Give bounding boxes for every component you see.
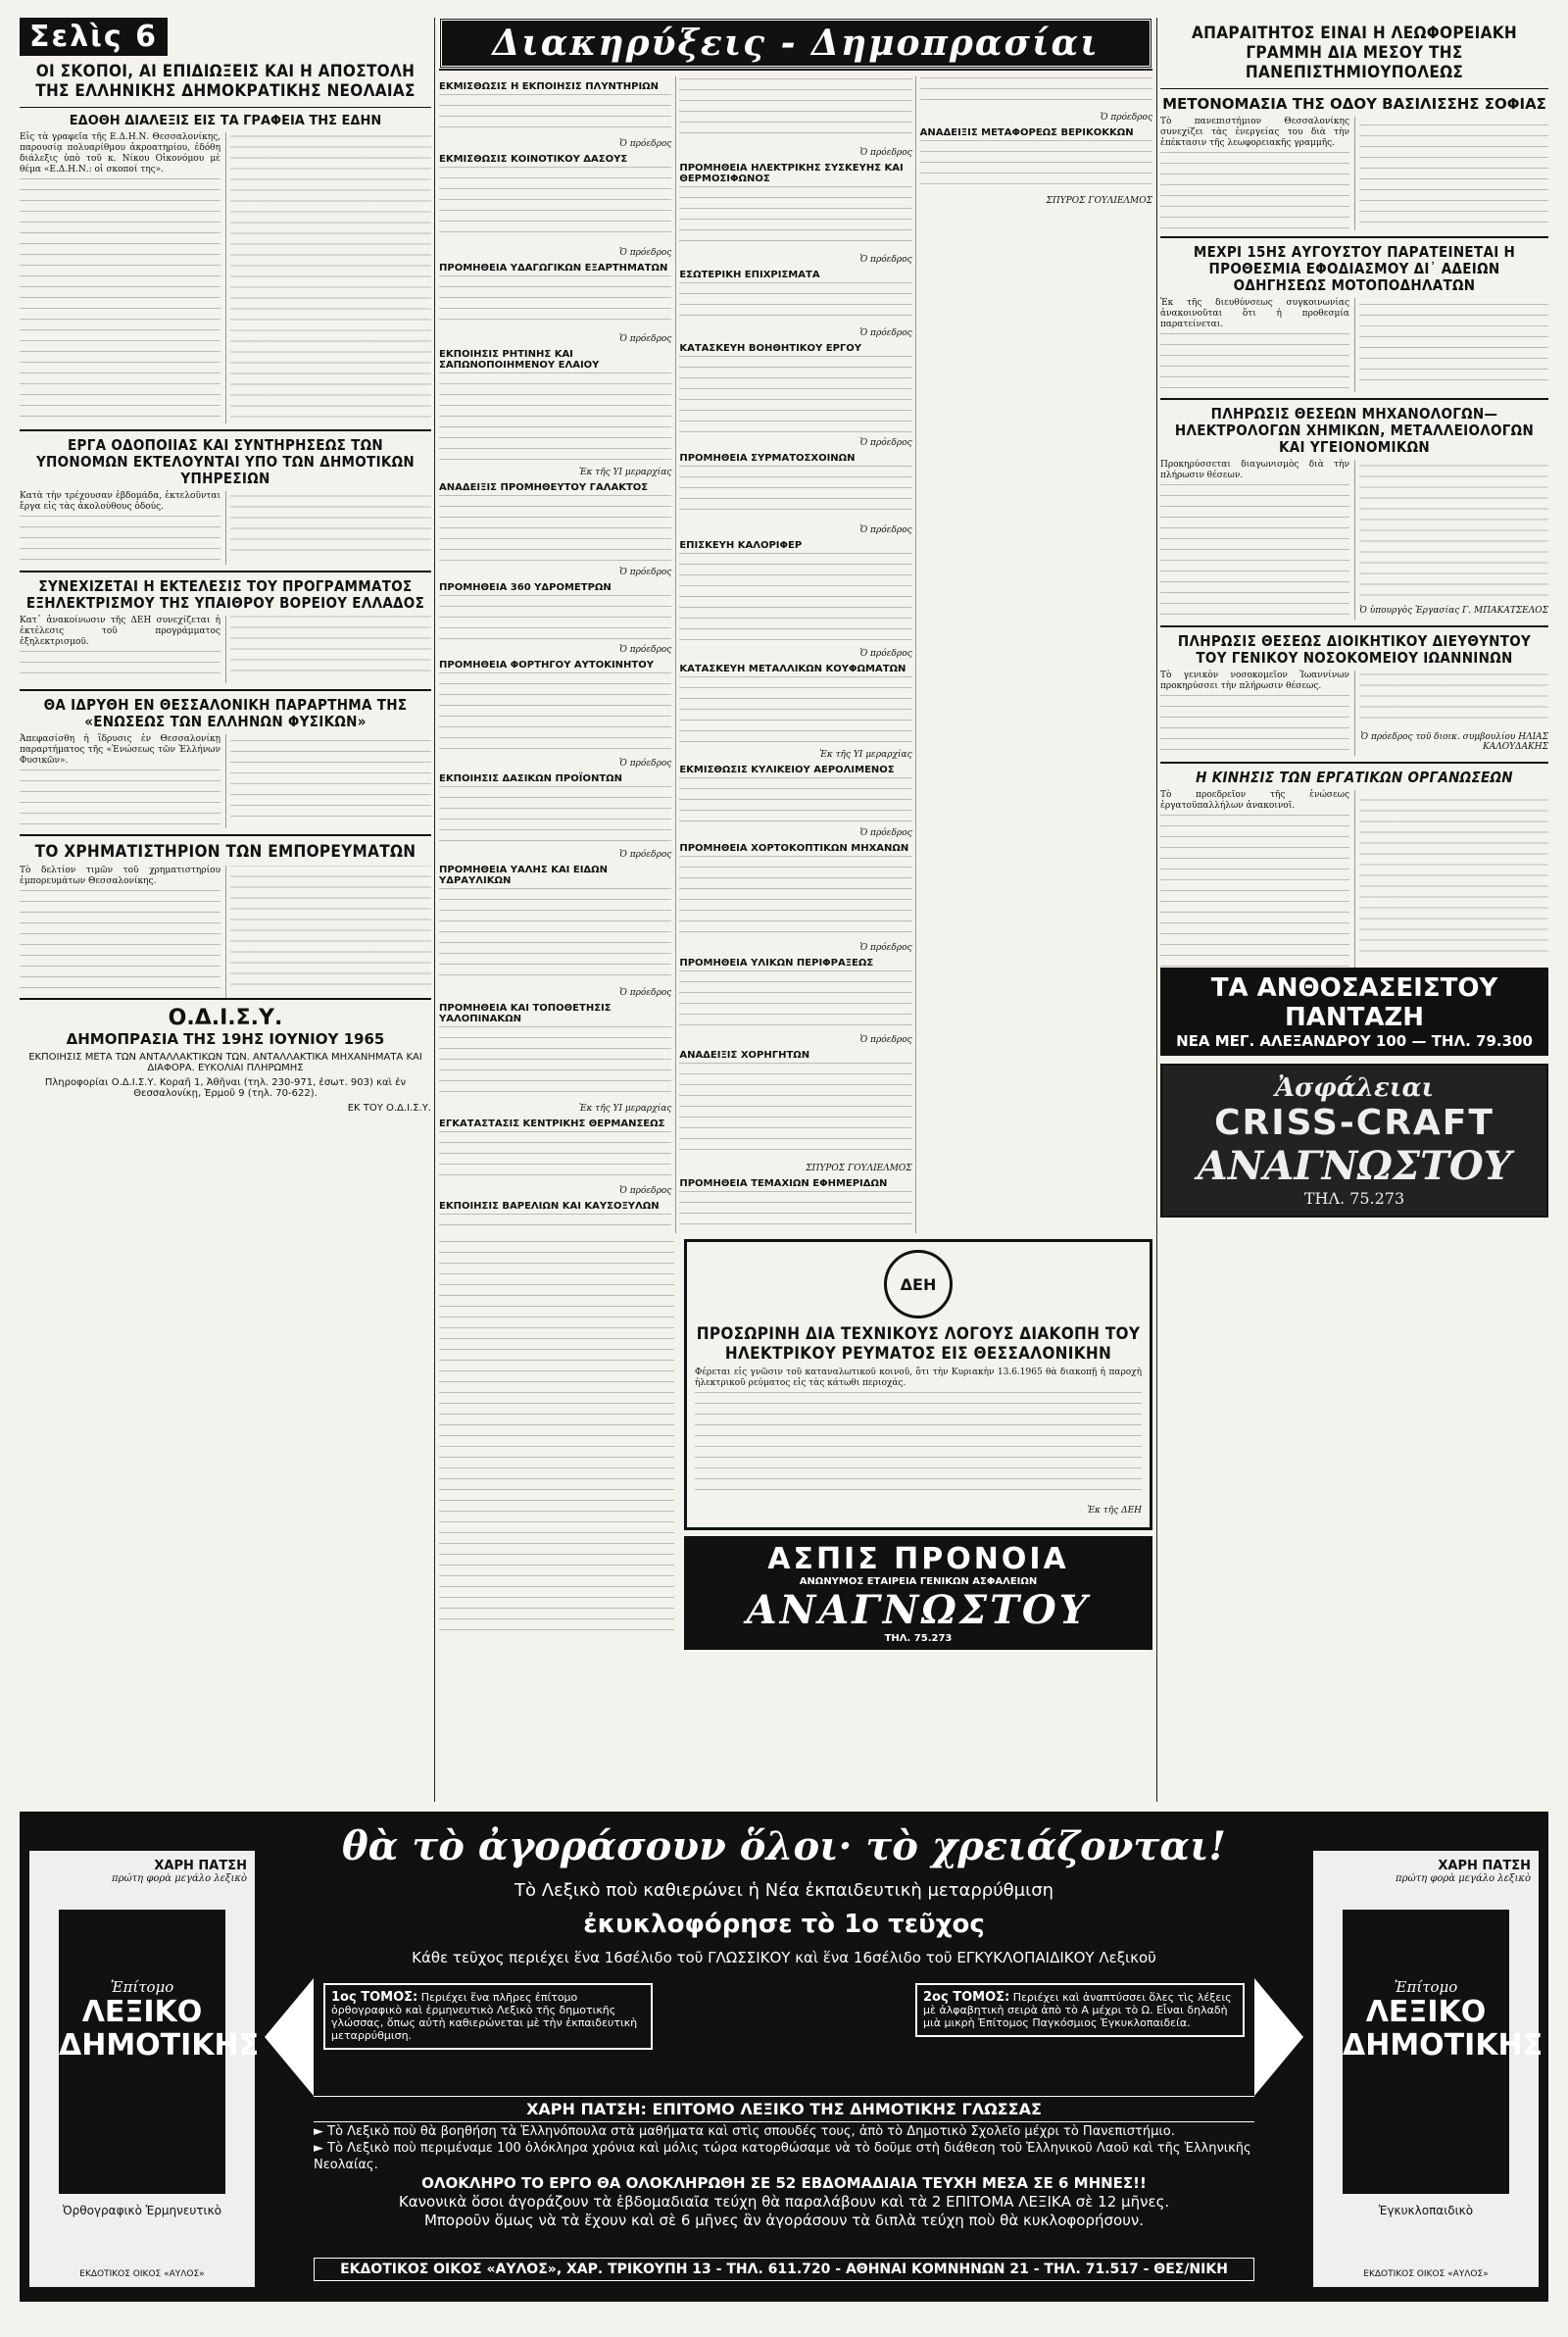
deh-notice: [684, 1239, 1152, 1530]
newspaper-page: [20, 18, 1548, 2302]
notice: [679, 270, 911, 338]
body-text-block: [439, 786, 671, 844]
body-text-block: [679, 856, 911, 937]
tome-2-heading: 2ος ΤΟΜΟΣ:: [923, 1990, 1010, 2005]
center-column: [439, 18, 1152, 1650]
notice-signature: Ὁ πρόεδρος: [859, 943, 912, 953]
ad-bullet: ► Τὸ Λεξικὸ ποὺ περιμέναμε 100 ὁλόκληρα χρόνια καὶ μόλις τώρα κατορθώσαμε νὰ τὸ δοῦμε στὴ διάθεση τοῦ Ἑλληνικοῦ Λαοῦ καὶ τῆς Ἑλληνικῆς Νεολαίας.: [314, 2141, 1251, 2172]
notice-signature: Ὁ πρόεδρος: [619, 568, 672, 577]
book-edition: Ἐπίτομο: [1394, 1978, 1458, 1996]
body-text-block: [439, 94, 671, 133]
criss-phone: ΤΗΛ. 75.273: [1303, 1188, 1405, 1208]
criss-agent: ΑΝΑΓΝΩΣΤΟΥ: [1197, 1142, 1512, 1189]
article-paragraph: Τὸ προεδρεῖον τῆς ἑνώσεως ἐργατοϋπαλλήλων ἀνακοινοῖ.: [1160, 790, 1349, 811]
notice: [439, 263, 671, 344]
article-body: [20, 734, 431, 828]
article-headline: ΜΕΧΡΙ 15ΗΣ ΑΥΓΟΥΣΤΟΥ ΠΑΡΑΤΕΙΝΕΤΑΙ Η ΠΡΟΘΕΣΜΙΑ ΕΦΟΔΙΑΣΜΟΥ ΔΙ᾽ ΑΔΕΙΩΝ ΟΔΗΓΗΣΕΩΣ ΜΟΤΟΠΟΔΗΛΑΤΩΝ: [1193, 243, 1516, 294]
notice-signature: Ὁ πρόεδρος: [859, 525, 912, 535]
divider: [1160, 762, 1548, 764]
criss-insurance: Ἀσφάλειαι: [1274, 1072, 1435, 1103]
notice-signature: Ἐκ τῆς ΥΙ μεραρχίας: [578, 1104, 672, 1114]
body-text-block: [20, 132, 431, 423]
notice: [679, 958, 911, 1045]
right-column: [1160, 18, 1548, 1218]
divider: [20, 107, 431, 108]
tome-1-heading: 1ος ΤΟΜΟΣ:: [331, 1990, 418, 2005]
ad-promo-2: Κανονικὰ ὅσοι ἀγοράζουν τὰ ἑβδομαδιαῖα τεύχη θὰ παραλάβουν καὶ τὰ 2 ΕΠΙΤΟΜΑ ΛΕΞΙΚΑ σὲ 12 μῆνες.: [398, 2193, 1170, 2211]
notice-heading: ΕΓΚΑΤΑΣΤΑΣΙΣ ΚΕΝΤΡΙΚΗΣ ΘΕΡΜΑΝΣΕΩΣ: [439, 1119, 665, 1129]
notice-signature: Ὁ πρόεδρος: [619, 248, 672, 258]
odisy-subtitle: ΔΗΜΟΠΡΑΣΙΑ ΤΗΣ 19ΗΣ ΙΟΥΝΙΟΥ 1965: [66, 1030, 385, 1048]
tome-2-box: [915, 1983, 1245, 2037]
article-paragraph: Κατ᾽ ἀνακοίνωσιν τῆς ΔΕΗ συνεχίζεται ἡ ἐκτέλεσις τοῦ προγράμματος ἐξηλεκτρισμοῦ.: [20, 616, 220, 647]
notice: [439, 482, 671, 577]
body-text-block: [679, 282, 911, 323]
notice-heading: ΑΝΑΔΕΙΞΙΣ ΧΟΡΗΓΗΤΩΝ: [679, 1050, 810, 1061]
article-paragraph: Ἀπεφασίσθη ἡ ἵδρυσις ἐν Θεσσαλονίκῃ παραρτήματος τῆς «Ἑνώσεως τῶν Ἑλλήνων Φυσικῶν».: [20, 733, 220, 766]
notice-heading: ΕΚΜΙΣΘΩΣΙΣ ΚΥΛΙΚΕΙΟΥ ΑΕΡΟΛΙΜΕΝΟΣ: [679, 765, 895, 775]
odisy-title: Ο.Δ.Ι.Σ.Υ.: [168, 1006, 283, 1030]
notice: [439, 660, 671, 769]
notice: [439, 154, 671, 258]
arrow-left-icon: [265, 1978, 314, 2096]
arrow-right-icon: [1254, 1978, 1303, 2096]
column-divider: [1156, 18, 1157, 1802]
article-paragraph: Τὸ πανεπιστήμιον Θεσσαλονίκης συνεχίζει τὰς ἐνεργείας του διὰ τὴν ἐπέκτασιν τῆς λεωφορειακῆς γραμμῆς.: [1160, 117, 1349, 148]
notice-heading: ΕΚΠΟΙΗΣΙΣ ΔΑΣΙΚΩΝ ΠΡΟΪΟΝΤΩΝ: [439, 773, 623, 784]
ad-promo: [314, 2174, 1254, 2230]
notice-heading: ΠΡΟΜΗΘΕΙΑ ΧΟΡΤΟΚΟΠΤΙΚΩΝ ΜΗΧΑΝΩΝ: [679, 843, 909, 854]
body-text-block: [439, 672, 671, 753]
body-text-block: [439, 595, 671, 639]
notice-signature: Ὁ πρόεδρος: [859, 649, 912, 659]
divider: [1160, 398, 1548, 400]
book-publisher: ΕΚΔΟΤΙΚΟΣ ΟΙΚΟΣ «ΑΥΛΟΣ»: [1363, 2269, 1489, 2279]
article-body: [1160, 117, 1548, 230]
notice: [679, 1050, 911, 1173]
aspis-phone: ΤΗΛ. 75.273: [884, 1633, 953, 1644]
notice-heading: ΕΚΠΟΙΗΣΙΣ ΡΗΤΙΝΗΣ ΚΑΙ ΣΑΠΩΝΟΠΟΙΗΜΕΝΟΥ ΕΛΑΙΟΥ: [439, 349, 600, 371]
article-body: [1160, 298, 1548, 392]
notice: [920, 127, 1152, 206]
book-author: ΧΑΡΗ ΠΑΤΣΗ πρώτη φορὰ μεγάλο λεξικὸ: [112, 1859, 247, 1884]
book-left: [29, 1851, 260, 2287]
article-paragraph: Ἐκ τῆς διευθύνσεως συγκοινωνίας ἀνακοινοῦται ὅτι ἡ προθεσμία παρατείνεται.: [1160, 298, 1349, 329]
section-banner: Διακηρύξεις - Δημοπρασίαι: [439, 18, 1152, 69]
body-text-block: [439, 1131, 671, 1180]
odisy-notice: [20, 998, 431, 1114]
notice: [679, 664, 911, 760]
pantazi-name: ΤΑ ΑΝΘΟΣΑΣΕΙΣΤΟΥ ΠΑΝΤΑΖΗ: [1210, 972, 1498, 1032]
aspis-company: ΑΝΩΝΥΜΟΣ ΕΤΑΙΡΕΙΑ ΓΕΝΙΚΩΝ ΑΣΦΑΛΕΙΩΝ: [799, 1576, 1038, 1587]
notice: [679, 163, 911, 265]
notice-signature: Ὁ πρόεδρος: [619, 334, 672, 344]
signature: Ὁ πρόεδρος τοῦ διοικ. συμβουλίου ΗΛΙΑΣ ΚΑΛΟΥΔΑΚΗΣ: [1360, 732, 1548, 752]
notice-signature: Ὁ πρόεδρος: [619, 850, 672, 860]
body-text-block: [679, 553, 911, 643]
article-headline: ΠΛΗΡΩΣΙΣ ΘΕΣΕΩΝ ΜΗΧΑΝΟΛΟΓΩΝ—ΗΛΕΚΤΡΟΛΟΓΩΝ ΧΗΜΙΚΩΝ, ΜΕΤΑΛΛΕΙΟΛΟΓΩΝ ΚΑΙ ΥΓΕΙΟΝΟΜΙΚΩΝ: [1174, 405, 1535, 456]
article-paragraph: Προκηρύσσεται διαγωνισμὸς διὰ τὴν πλήρωσιν θέσεων.: [1160, 460, 1349, 480]
book-description: Ἐγκυκλοπαιδικὸ: [1378, 2204, 1474, 2217]
notice: [679, 540, 911, 659]
body-text-block: [679, 970, 911, 1029]
ad-line-2: ἐκυκλοφόρησε τὸ 1ο τεῦχος: [583, 1910, 985, 1939]
notice-signature: Ὁ πρόεδρος: [619, 988, 672, 998]
ad-title: θὰ τὸ ἀγοράσουν ὅλοι· τὸ χρειάζονται!: [342, 1823, 1226, 1869]
notice-signature: Ὁ πρόεδρος: [619, 759, 672, 769]
notice-signature: Ὁ πρόεδρος: [619, 139, 672, 149]
divider: [20, 689, 431, 691]
notice: [439, 81, 671, 149]
book-edition: Ἐπίτομο: [110, 1978, 174, 1996]
article-headline: ΤΟ ΧΡΗΜΑΤΙΣΤΗΡΙΟΝ ΤΩΝ ΕΜΠΟΡΕΥΜΑΤΩΝ: [34, 841, 416, 862]
divider: [20, 429, 431, 431]
signature: Ὁ ὑπουργὸς Ἐργασίας Γ. ΜΠΑΚΑΤΣΕΛΟΣ: [1359, 605, 1548, 616]
tome-1-text: Περιέχει ἕνα πλῆρες ἐπίτομο ὀρθογραφικὸ καὶ ἑρμηνευτικὸ Λεξικὸ τῆς δημοτικῆς γλώσσας, ὅπως αὐτὴ καθιερώνεται μὲ τὴν ἐκπαιδευτικὴ μεταρρύθμιση.: [331, 1991, 638, 2042]
book-right: [1313, 1851, 1544, 2287]
aspis-pronoia-ad: [684, 1536, 1152, 1650]
book-description: Ὀρθογραφικὸ Ἑρμηνευτικὸ: [62, 2204, 221, 2217]
notice-signature: ΣΠΥΡΟΣ ΓΟΥΛΙΕΛΜΟΣ: [806, 1164, 912, 1173]
notice-heading: ΠΡΟΜΗΘΕΙΑ ΗΛΕΚΤΡΙΚΗΣ ΣΥΣΚΕΥΗΣ ΚΑΙ ΘΕΡΜΟΣΙΦΩΝΟΣ: [679, 163, 904, 184]
body-text-block: [1160, 790, 1548, 968]
column-divider: [434, 18, 435, 1802]
notice: [439, 1119, 671, 1196]
notice-heading: ΕΚΠΟΙΗΣΙΣ ΒΑΡΕΛΙΩΝ ΚΑΙ ΚΑΥΣΟΞΥΛΩΝ: [439, 1201, 660, 1212]
notice-signature: Ὁ πρόεδρος: [859, 148, 912, 158]
body-text-block: [679, 466, 911, 520]
left-column: [20, 18, 431, 1114]
notice-heading: ΚΑΤΑΣΚΕΥΗ ΜΕΤΑΛΛΙΚΩΝ ΚΟΥΦΩΜΑΤΩΝ: [679, 664, 906, 674]
ad-patsi-line: ΧΑΡΗ ΠΑΤΣΗ: ΕΠΙΤΟΜΟ ΛΕΞΙΚΟ ΤΗΣ ΔΗΜΟΤΙΚΗΣ ΓΛΩΣΣΑΣ: [314, 2096, 1254, 2122]
body-text-block: [439, 495, 671, 562]
body-text-block: [439, 888, 671, 982]
notice-heading: ΠΡΟΜΗΘΕΙΑ ΚΑΙ ΤΟΠΟΘΕΤΗΣΙΣ ΥΑΛΟΠΙΝΑΚΩΝ: [439, 1003, 612, 1024]
body-text-block: [679, 777, 911, 822]
article-headline: Η ΚΙΝΗΣΙΣ ΤΩΝ ΕΡΓΑΤΙΚΩΝ ΟΡΓΑΝΩΣΕΩΝ: [1196, 769, 1513, 786]
deh-text: Φέρεται εἰς γνῶσιν τοῦ καταναλωτικοῦ κοινοῦ, ὅτι τὴν Κυριακὴν 13.6.1965 θὰ διακοπῇ ἡ παροχὴ ἠλεκτρικοῦ ρεύματος εἰς τὰς κάτωθι περιοχάς.: [695, 1367, 1142, 1388]
odisy-text: ΕΚΠΟΙΗΣΙΣ ΜΕΤΑ ΤΩΝ ΑΝΤΑΛΛΑΚΤΙΚΩΝ ΤΩΝ. ΑΝΤΑΛΛΑΚΤΙΚΑ ΜΗΧΑΝΗΜΑΤΑ ΚΑΙ ΔΙΑΦΟΡΑ. ΕΥΚΟΛΙΑΙ ΠΛΗΡΩΜΗΣ: [28, 1052, 422, 1073]
ad-bullet: ► Τὸ Λεξικὸ ποὺ θὰ βοηθήση τὰ Ἑλληνόπουλα στὰ μαθήματα καὶ στὶς σπουδές τους, ἀπὸ τὸ Δημοτικὸ Σχολεῖο μέχρι τὸ Πανεπιστήμιο.: [314, 2124, 1175, 2139]
article-headline: ΑΠΑΡΑΙΤΗΤΟΣ ΕΙΝΑΙ Η ΛΕΩΦΟΡΕΙΑΚΗ ΓΡΑΜΜΗ ΔΙΑ ΜΕΣΟΥ ΤΗΣ ΠΑΝΕΠΙΣΤΗΜΙΟΥΠΟΛΕΩΣ: [1192, 24, 1517, 82]
notice: [439, 349, 671, 477]
dictionary-advertisement: [20, 1812, 1548, 2302]
body-text-block: [920, 140, 1152, 190]
aspis-name: ΑΣΠΙΣ ΠΡΟΝΟΙΑ: [767, 1542, 1069, 1576]
deh-title: ΠΡΟΣΩΡΙΝΗ ΔΙΑ ΤΕΧΝΙΚΟΥΣ ΛΟΓΟΥΣ ΔΙΑΚΟΠΗ ΤΟΥ ΗΛΕΚΤΡΙΚΟΥ ΡΕΥΜΑΤΟΣ ΕΙΣ ΘΕΣΣΑΛΟΝΙΚΗΝ: [696, 1324, 1141, 1364]
article-body: [20, 132, 431, 423]
notice: [679, 843, 911, 953]
notice-signature: Ἐκ τῆς ΥΙ μεραρχίας: [578, 468, 672, 477]
notice-heading: ΕΣΩΤΕΡΙΚΗ ΕΠΙΧΡΙΣΜΑΤΑ: [679, 270, 820, 280]
pantazi-ad: [1160, 968, 1548, 1056]
notice: [439, 582, 671, 655]
body-text-block: [679, 676, 911, 744]
article-subheadline: ΕΔΟΘΗ ΔΙΑΛΕΞΙΣ ΕΙΣ ΤΑ ΓΡΑΦΕΙΑ ΤΗΣ ΕΔΗΝ: [69, 114, 382, 128]
ad-promo-1: ΟΛΟΚΛΗΡΟ ΤΟ ΕΡΓΟ ΘΑ ΟΛΟΚΛΗΡΩΘΗ ΣΕ 52 ΕΒΔΟΜΑΔΙΑΙΑ ΤΕΥΧΗ ΜΕΣΑ ΣΕ 6 ΜΗΝΕΣ!!: [421, 2174, 1147, 2192]
article-paragraph: Κατὰ τὴν τρέχουσαν ἑβδομάδα, ἐκτελοῦνται ἔργα εἰς τὰς ἀκολούθους ὁδούς.: [20, 490, 220, 512]
page-number: Σελὶς 6: [20, 18, 168, 56]
notice-signature: Ὁ πρόεδρος: [1100, 113, 1152, 123]
deh-logo: ΔΕΗ: [884, 1250, 953, 1318]
odisy-signature: ΕΚ ΤΟΥ Ο.Δ.Ι.Σ.Υ.: [347, 1103, 431, 1114]
article-headline: ΣΥΝΕΧΙΖΕΤΑΙ Η ΕΚΤΕΛΕΣΙΣ ΤΟΥ ΠΡΟΓΡΑΜΜΑΤΟΣ ΕΞΗΛΕΚΤΡΙΣΜΟΥ ΤΗΣ ΥΠΑΙΘΡΟΥ ΒΟΡΕΙΟΥ ΕΛΛΑΔΟΣ: [25, 577, 425, 612]
notice-heading: ΑΝΑΔΕΙΞΙΣ ΜΕΤΑΦΟΡΕΩΣ ΒΕΡΙΚΟΚΚΩΝ: [919, 127, 1134, 138]
body-text-block: [679, 186, 911, 249]
notice-heading: ΠΡΟΜΗΘΕΙΑ ΦΟΡΤΗΓΟΥ ΑΥΤΟΚΙΝΗΤΟΥ: [439, 660, 654, 671]
notice-heading: ΕΠΙΣΚΕΥΗ ΚΑΛΟΡΙΦΕΡ: [679, 540, 803, 551]
divider: [1160, 88, 1548, 89]
notice-signature: Ἐκ τῆς ΥΙ μεραρχίας: [819, 750, 912, 760]
article-body: [20, 866, 431, 999]
aspis-agent: ΑΝΑΓΝΩΣΤΟΥ: [746, 1587, 1091, 1633]
notice-heading: ΕΚΜΙΣΘΩΣΙΣ Η ΕΚΠΟΙΗΣΙΣ ΠΛΥΝΤΗΡΙΩΝ: [439, 81, 660, 92]
ad-promo-3: Μποροῦν ὅμως νὰ τὰ ἔχουν καὶ σὲ 6 μῆνες ἂν ἀγοράσουν τὰ διπλὰ τεύχη ποὺ θὰ κυκλοφορήσουν.: [423, 2212, 1145, 2229]
article-body: [20, 491, 431, 566]
ad-line-3: Κάθε τεῦχος περιέχει ἕνα 16σέλιδο τοῦ ΓΛΩΣΣΙΚΟΥ καὶ ἕνα 16σέλιδο τοῦ ΕΓΚΥΚΛΟΠΑΙΔΙΚΟΥ Λεξικοῦ: [412, 1949, 1156, 1966]
notice-heading: ΠΡΟΜΗΘΕΙΑ 360 ΥΔΡΟΜΕΤΡΩΝ: [439, 582, 612, 593]
pantazi-address: ΝΕΑ ΜΕΓ. ΑΛΕΞΑΝΔΡΟΥ 100 — ΤΗΛ. 79.300: [1176, 1031, 1533, 1050]
body-text-block: [439, 1241, 674, 1633]
notice-heading: ΚΑΤΑΣΚΕΥΗ ΒΟΗΘΗΤΙΚΟΥ ΕΡΓΟΥ: [679, 343, 862, 354]
notice-signature: Ὁ πρόεδρος: [859, 255, 912, 265]
book-title-2: ΔΗΜΟΤΙΚΗΣ: [1343, 2028, 1544, 2063]
notice: [439, 1003, 671, 1114]
notice-heading: ΠΡΟΜΗΘΕΙΑ ΤΕΜΑΧΙΩΝ ΕΦΗΜΕΡΙΔΩΝ: [679, 1178, 888, 1189]
article-headline: ΘΑ ΙΔΡΥΘΗ ΕΝ ΘΕΣΣΑΛΟΝΙΚΗ ΠΑΡΑΡΤΗΜΑ ΤΗΣ «ΕΝΩΣΕΩΣ ΤΩΝ ΕΛΛΗΝΩΝ ΦΥΣΙΚΩΝ»: [43, 695, 408, 730]
notice-heading: ΑΝΑΔΕΙΞΙΣ ΠΡΟΜΗΘΕΥΤΟΥ ΓΑΛΑΚΤΟΣ: [439, 482, 649, 493]
article-paragraph: Εἰς τὰ γραφεῖα τῆς Ε.Δ.Η.Ν. Θεσσαλονίκης, παρουσίᾳ πολυαρίθμου ἀκροατηρίου, ἐδόθη διάλεξις ὑπὸ τοῦ κ. Νίκου Οἰκονόμου μὲ θέμα «Ε.Δ.Η.Ν.: οἱ σκοποί της».: [20, 132, 220, 174]
tome-2-text: Περιέχει καὶ ἀναπτύσσει ὅλες τὶς λέξεις μὲ ἀλφαβητικὴ σειρὰ ἀπὸ τὸ Α μέχρι τὸ Ω. Εἶναι δηλαδὴ μιὰ μικρὴ Ἐπίτομος Παγκόσμιος Ἐγκυκλοπαιδεία.: [923, 1991, 1232, 2029]
body-text-block: [1160, 460, 1548, 620]
divider: [20, 834, 431, 836]
article-body: [1160, 671, 1548, 757]
body-text-block: [439, 373, 671, 462]
notice-signature: Ὁ πρόεδρος: [619, 1186, 672, 1196]
divider: [1160, 625, 1548, 627]
notice-heading: ΠΡΟΜΗΘΕΙΑ ΥΑΛΗΣ ΚΑΙ ΕΙΔΩΝ ΥΔΡΑΥΛΙΚΩΝ: [439, 865, 609, 886]
book-publisher: ΕΚΔΟΤΙΚΟΣ ΟΙΚΟΣ «ΑΥΛΟΣ»: [79, 2269, 205, 2279]
book-title-1: ΛΕΞΙΚΟ: [81, 1995, 203, 2029]
book-cover: [59, 1910, 260, 2194]
article-body: [1160, 790, 1548, 968]
odisy-info: Πληροφορίαι Ο.Δ.Ι.Σ.Υ. Κοραῆ 1, Ἀθῆναι (τηλ. 230-971, ἐσωτ. 903) καὶ ἐν Θεσσαλονίκῃ, Ἑρμοῦ 9 (τηλ. 70-622).: [44, 1077, 407, 1099]
notice: [439, 773, 671, 860]
book-author: ΧΑΡΗ ΠΑΤΣΗ πρώτη φορὰ μεγάλο λεξικὸ: [1396, 1859, 1531, 1884]
notice-signature: Ὁ πρόεδρος: [619, 645, 672, 655]
notice-signature: Ὁ πρόεδρος: [859, 1035, 912, 1045]
notice-signature: Ὁ πρόεδρος: [859, 328, 912, 338]
notice: [679, 343, 911, 448]
article-headline: ΕΡΓΑ ΟΔΟΠΟΙΙΑΣ ΚΑΙ ΣΥΝΤΗΡΗΣΕΩΣ ΤΩΝ ΥΠΟΝΟΜΩΝ ΕΚΤΕΛΟΥΝΤΑΙ ΥΠΟ ΤΩΝ ΔΗΜΟΤΙΚΩΝ ΥΠΗΡΕΣΙΩΝ: [35, 435, 416, 487]
divider: [20, 571, 431, 572]
notice-heading: ΠΡΟΜΗΘΕΙΑ ΥΛΙΚΩΝ ΠΕΡΙΦΡΑΞΕΩΣ: [679, 958, 874, 969]
body-text-block: [679, 1063, 911, 1158]
article-body: [20, 616, 431, 683]
notice: [439, 865, 671, 998]
notice: [679, 765, 911, 838]
ad-bullets: [314, 2123, 1254, 2173]
notice-heading: ΠΡΟΜΗΘΕΙΑ ΣΥΡΜΑΤΟΣΧΟΙΝΩΝ: [679, 453, 856, 464]
body-text-block: [679, 356, 911, 432]
divider: [1160, 236, 1548, 238]
ad-line-1: Τὸ Λεξικὸ ποὺ καθιερώνει ἡ Νέα ἐκπαιδευτικὴ μεταρρύθμιση: [514, 1880, 1054, 1901]
notices-list: [439, 76, 1152, 1233]
body-text-block: [439, 167, 671, 242]
body-text-block: [439, 1026, 671, 1098]
article-subheadline: ΜΕΤΟΝΟΜΑΣΙΑ ΤΗΣ ΟΔΟΥ ΒΑΣΙΛΙΣΣΗΣ ΣΟΦΙΑΣ: [1162, 95, 1546, 113]
notice: [679, 453, 911, 535]
notice-heading: ΕΚΜΙΣΘΩΣΙΣ ΚΟΙΝΟΤΙΚΟΥ ΔΑΣΟΥΣ: [439, 154, 628, 165]
article-headline: ΠΛΗΡΩΣΙΣ ΘΕΣΕΩΣ ΔΙΟΙΚΗΤΙΚΟΥ ΔΙΕΥΘΥΝΤΟΥ ΤΟΥ ΓΕΝΙΚΟΥ ΝΟΣΟΚΟΜΕΙΟΥ ΙΩΑΝΝΙΝΩΝ: [1177, 631, 1532, 667]
notice-heading: ΠΡΟΜΗΘΕΙΑ ΥΔΑΓΩΓΙΚΩΝ ΕΞΑΡΤΗΜΑΤΩΝ: [439, 263, 668, 273]
article-headline: ΟΙ ΣΚΟΠΟΙ, ΑΙ ΕΠΙΔΙΩΞΕΙΣ ΚΑΙ Η ΑΠΟΣΤΟΛΗ ΤΗΣ ΕΛΛΗΝΙΚΗΣ ΔΗΜΟΚΡΑΤΙΚΗΣ ΝΕΟΛΑΙΑΣ: [35, 62, 416, 101]
body-text-block: [695, 1392, 1142, 1500]
notice-signature: Ὁ πρόεδρος: [859, 438, 912, 448]
article-paragraph: Τὸ γενικὸν νοσοκομεῖον Ἰωαννίνων προκηρύσσει τὴν πλήρωσιν θέσεως.: [1160, 670, 1349, 691]
criss-brand: CRISS-CRAFT: [1214, 1102, 1494, 1143]
ad-publisher: ΕΚΔΟΤΙΚΟΣ ΟΙΚΟΣ «ΑΥΛΟΣ», ΧΑΡ. ΤΡΙΚΟΥΠΗ 13 - ΤΗΛ. 611.720 - ΑΘΗΝΑΙ ΚΟΜΝΗΝΩΝ 21 - ΤΗΛ. 71.517 - ΘΕΣ/ΝΙΚΗ: [314, 2258, 1254, 2281]
article-paragraph: Τὸ δελτίον τιμῶν τοῦ χρηματιστηρίου ἐμπορευμάτων Θεσσαλονίκης.: [20, 865, 220, 886]
criss-craft-ad: [1160, 1064, 1548, 1218]
notice-signature: ΣΠΥΡΟΣ ΓΟΥΛΙΕΛΜΟΣ: [1046, 196, 1152, 206]
notice-signature: Ὁ πρόεδρος: [859, 828, 912, 838]
book-title-1: ΛΕΞΙΚΟ: [1365, 1995, 1487, 2029]
article-body: [1160, 460, 1548, 620]
book-cover: [1343, 1910, 1544, 2194]
deh-signature: Ἐκ τῆς ΔΕΗ: [1087, 1506, 1142, 1516]
body-text-block: [439, 275, 671, 328]
book-title-2: ΔΗΜΟΤΙΚΗΣ: [59, 2028, 260, 2063]
tome-1-box: [323, 1983, 653, 2050]
